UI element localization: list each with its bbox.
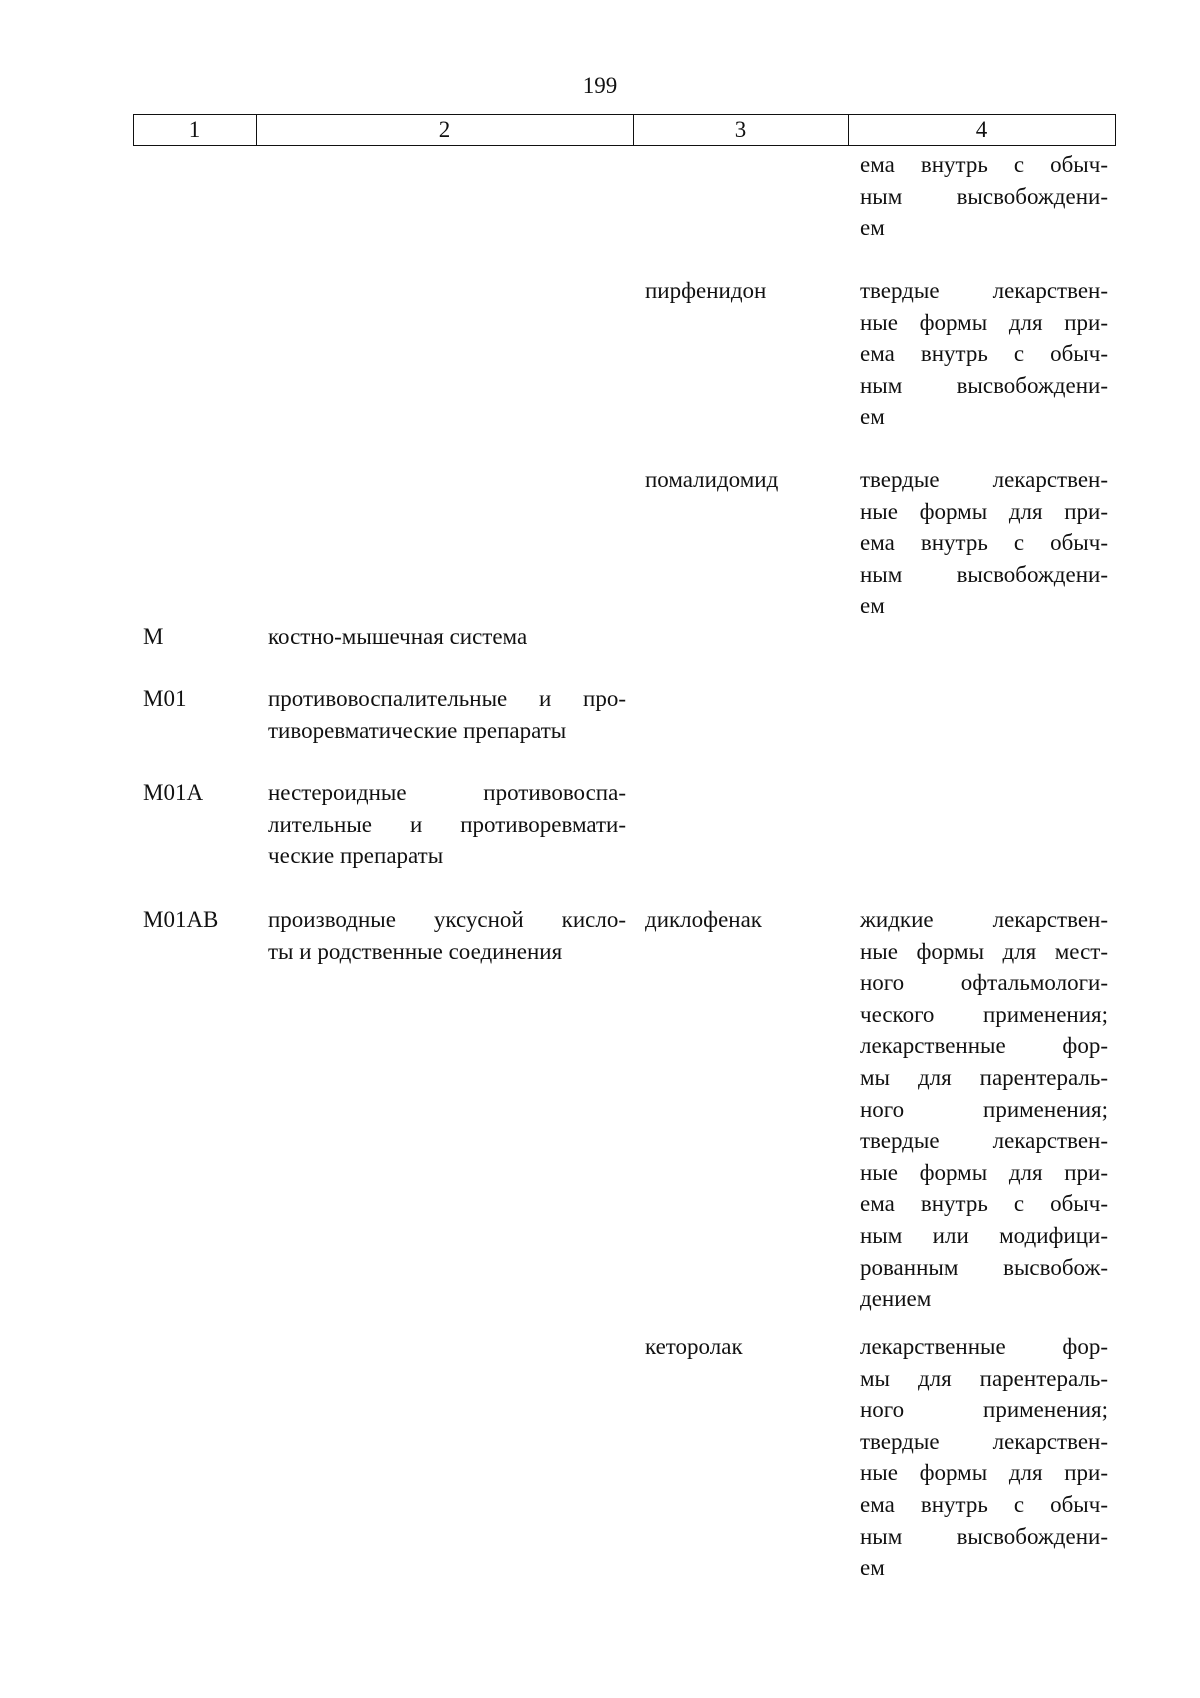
text-line: ема внутрь с обыч- (860, 1491, 1108, 1517)
text-line: ные формы для мест- (860, 938, 1108, 964)
header-separator (1115, 114, 1116, 145)
text-line: ем (860, 404, 885, 430)
text-line: твердые лекарствен- (860, 1428, 1108, 1454)
text-line: ным или модифици- (860, 1222, 1108, 1248)
drug-name: диклофенак (645, 907, 762, 932)
text-line: ческие препараты (268, 843, 444, 869)
text-line: ема внутрь с обыч- (860, 530, 1108, 556)
atc-code: M01AB (143, 907, 219, 932)
atc-code: M01 (143, 686, 187, 711)
text-line: ема внутрь с обыч- (860, 152, 1108, 177)
text-line: ем (860, 593, 885, 619)
dosage-forms (860, 464, 1108, 622)
text-line: твердые лекарствен- (860, 467, 1108, 492)
text-line: тиворевматические препараты (268, 717, 567, 743)
dosage-forms (860, 149, 1108, 244)
text-line: мы для парентераль- (860, 1365, 1108, 1391)
text-line: костно-мышечная система (268, 624, 528, 649)
dosage-forms (860, 1331, 1108, 1584)
text-line: ем (860, 1555, 885, 1581)
text-line: ным высвобождени- (860, 183, 1108, 209)
dosage-forms (860, 904, 1108, 1315)
text-line: противовоспалительные и про- (268, 686, 626, 711)
header-col-3: 3 (734, 117, 747, 142)
page-number: 199 (582, 73, 618, 98)
atc-code: M (143, 624, 164, 649)
text-line: ческого применения; (860, 1001, 1108, 1027)
text-line: нестероидные противовоспа- (268, 780, 626, 805)
text-line: ные формы для при- (860, 1460, 1108, 1486)
text-line: рованным высвобож- (860, 1254, 1108, 1280)
header-col-4: 4 (975, 117, 988, 142)
header-col-1: 1 (188, 117, 201, 142)
text-line: лекарственные фор- (860, 1334, 1108, 1359)
text-line: ема внутрь с обыч- (860, 341, 1108, 367)
group-description (268, 904, 626, 967)
atc-code: M01A (143, 780, 204, 805)
group-description (268, 777, 626, 872)
text-line: твердые лекарствен- (860, 1128, 1108, 1154)
text-line: ного применения; (860, 1096, 1108, 1122)
text-line: мы для парентераль- (860, 1064, 1108, 1090)
text-line: ем (860, 215, 885, 241)
text-line: ным высвобождени- (860, 1523, 1108, 1549)
drug-name: кеторолак (645, 1334, 743, 1359)
header-col-2: 2 (438, 117, 451, 142)
text-line: ные формы для при- (860, 498, 1108, 524)
text-line: лекарственные фор- (860, 1033, 1108, 1059)
text-line: ные формы для при- (860, 1159, 1108, 1185)
text-line: лительные и противоревмати- (268, 811, 626, 837)
group-description (268, 683, 626, 746)
text-line: ные формы для при- (860, 309, 1108, 335)
group-description (268, 621, 626, 653)
text-line: ема внутрь с обыч- (860, 1191, 1108, 1217)
text-line: ным высвобождени- (860, 372, 1108, 398)
drug-name: помалидомид (645, 467, 779, 492)
drug-name: пирфенидон (645, 278, 767, 303)
header-top-rule (133, 114, 1116, 115)
text-line: ного офтальмологи- (860, 970, 1108, 996)
text-line: производные уксусной кисло- (268, 907, 626, 932)
text-line: ного применения; (860, 1397, 1108, 1423)
text-line: ным высвобождени- (860, 561, 1108, 587)
text-line: жидкие лекарствен- (860, 907, 1108, 932)
header-bottom-rule (133, 145, 1116, 146)
text-line: твердые лекарствен- (860, 278, 1108, 303)
text-line: дением (860, 1286, 932, 1312)
dosage-forms (860, 275, 1108, 433)
text-line: ты и родственные соединения (268, 938, 563, 964)
